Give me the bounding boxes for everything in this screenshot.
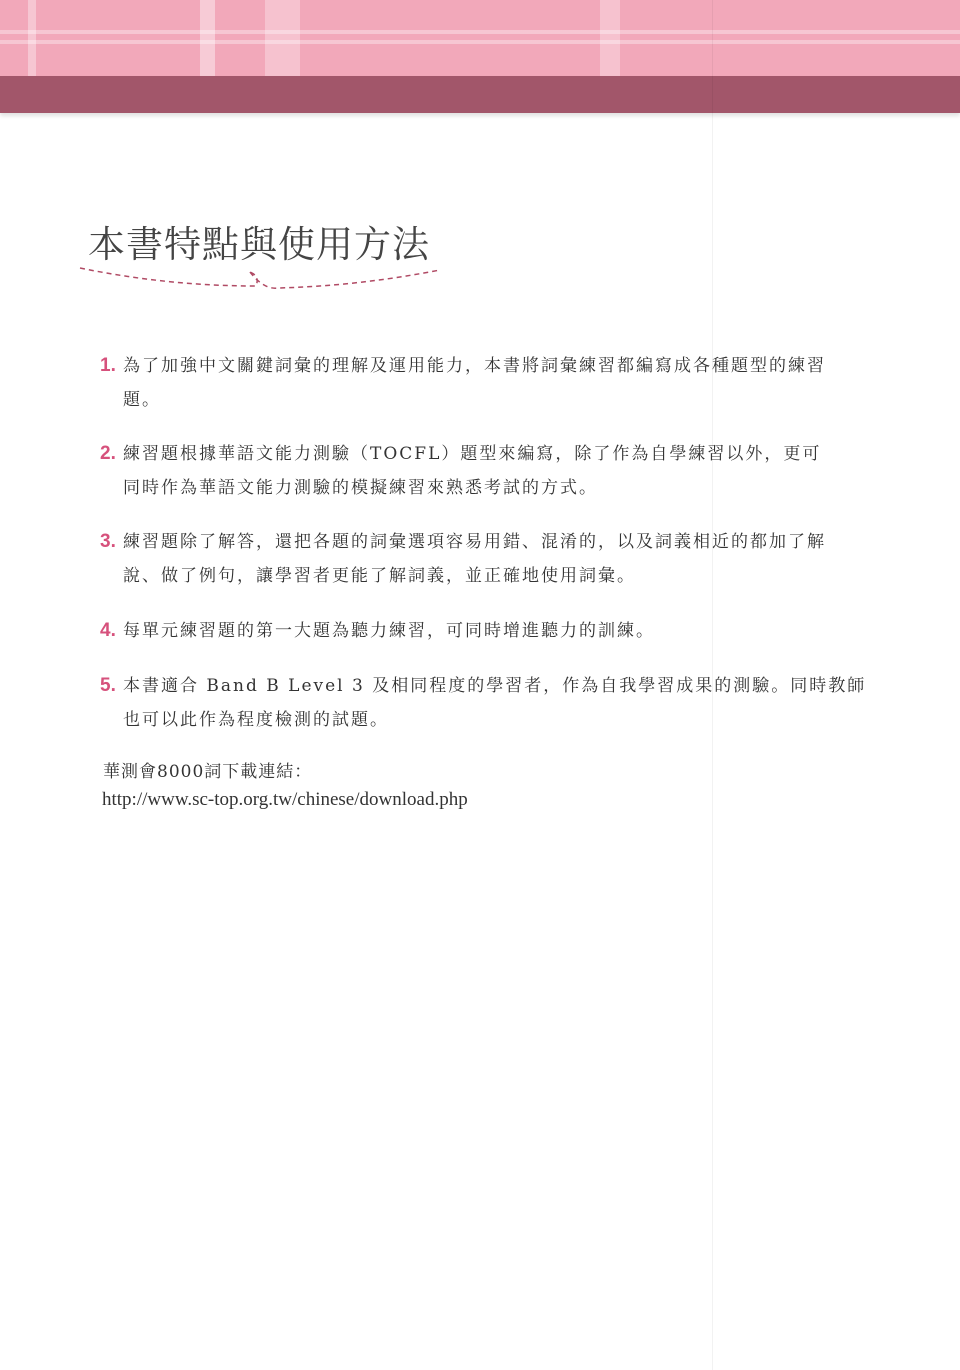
item-text: 本書適合 Band B Level 3 及相同程度的學習者，作為自我學習成果的測驗。同時教師 xyxy=(123,676,867,696)
item-number: 5. xyxy=(100,675,116,696)
item-text: 說、做了例句，讓學習者更能了解詞義，並正確地使用詞彙。 xyxy=(123,566,636,586)
item-number: 4. xyxy=(100,620,116,641)
item-number: 1. xyxy=(100,355,116,376)
item-text: 同時作為華語文能力測驗的模擬練習來熟悉考試的方式。 xyxy=(123,478,598,498)
download-url[interactable]: http://www.sc-top.org.tw/chinese/download.php xyxy=(102,789,468,810)
list-item xyxy=(100,349,890,417)
list-item xyxy=(100,437,890,505)
list-item xyxy=(100,669,890,737)
download-label: 華測會8000詞下載連結： xyxy=(103,762,313,782)
list-item xyxy=(100,525,890,593)
item-text: 練習題根據華語文能力測驗（TOCFL）題型來編寫，除了作為自學練習以外，更可 xyxy=(123,444,822,464)
list-item xyxy=(100,614,890,648)
item-text: 也可以此作為程度檢測的試題。 xyxy=(123,710,389,730)
item-text: 練習題除了解答，還把各題的詞彙選項容易用錯、混淆的，以及詞義相近的都加了解 xyxy=(123,532,826,552)
page-title: 本書特點與使用方法 xyxy=(88,223,430,266)
item-text: 每單元練習題的第一大題為聽力練習，可同時增進聽力的訓練。 xyxy=(123,621,655,641)
item-text: 題。 xyxy=(123,390,161,410)
item-number: 2. xyxy=(100,443,116,464)
header-plaid-banner xyxy=(0,0,960,76)
item-number: 3. xyxy=(100,531,116,552)
dashed-ribbon-divider xyxy=(78,258,448,298)
item-text: 為了加強中文關鍵詞彙的理解及運用能力，本書將詞彙練習都編寫成各種題型的練習 xyxy=(123,356,826,376)
header-band xyxy=(0,76,960,113)
